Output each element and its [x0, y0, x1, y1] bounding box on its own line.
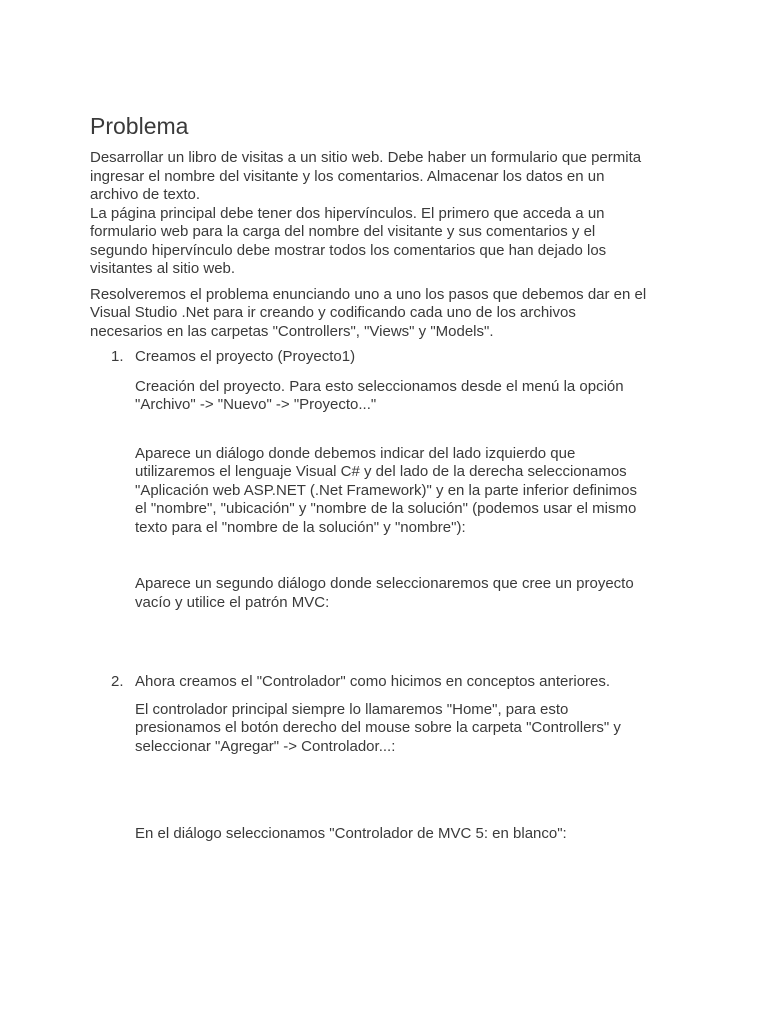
step-paragraph: Aparece un segundo diálogo donde seleccionaremos que cree un proyecto vacío y utilice el patrón MVC:	[135, 575, 634, 611]
step-heading: Ahora creamos el "Controlador" como hicimos en conceptos anteriores.	[135, 673, 611, 690]
step-number: 1.	[111, 348, 124, 365]
intro-paragraph-2: Resolveremos el problema enunciando uno a uno los pasos que debemos dar en el Visual Studio .Net para ir creando y codificando cada uno de los archivos necesarios en las carpetas "Controllers", "Views" y "Models".	[90, 285, 647, 340]
document-page	[90, 112, 690, 844]
step-paragraph: Creación del proyecto. Para esto seleccionamos desde el menú la opción "Archivo" -> "Nuevo" -> "Proyecto..."	[135, 377, 624, 413]
step-paragraph: En el diálogo seleccionamos "Controlador de MVC 5: en blanco":	[135, 825, 567, 842]
step-paragraph: El controlador principal siempre lo llamaremos "Home", para esto presionamos el botón derecho del mouse sobre la carpeta "Controllers" y seleccionar "Agregar" -> Controlador...:	[135, 700, 621, 755]
page-title: Problema	[90, 113, 189, 139]
step-paragraph: Aparece un diálogo donde debemos indicar del lado izquierdo que utilizaremos el lenguaje Visual C# y del lado de la derecha seleccionamos "Aplicación web ASP.NET (.Net Framework)" y en la parte inferior definimos el "nombre", "ubicación" y "nombre de la solución" (podemos usar el mismo texto para el "nombre de la solución" y "nombre"):	[135, 444, 637, 536]
step-heading: Creamos el proyecto (Proyecto1)	[135, 348, 356, 365]
step-1	[90, 348, 690, 612]
step-2	[90, 673, 690, 844]
intro-paragraph-1: Desarrollar un libro de visitas a un sitio web. Debe haber un formulario que permita ingresar el nombre del visitante y los comentarios. Almacenar los datos en un archivo de texto. La página principal debe tener dos hipervínculos. El primero que acceda a un formulario web para la carga del nombre del visitante y sus comentarios y el segundo hipervínculo debe mostrar todos los comentarios que han dejado los visitantes al sitio web.	[90, 149, 642, 277]
step-number: 2.	[111, 673, 124, 690]
